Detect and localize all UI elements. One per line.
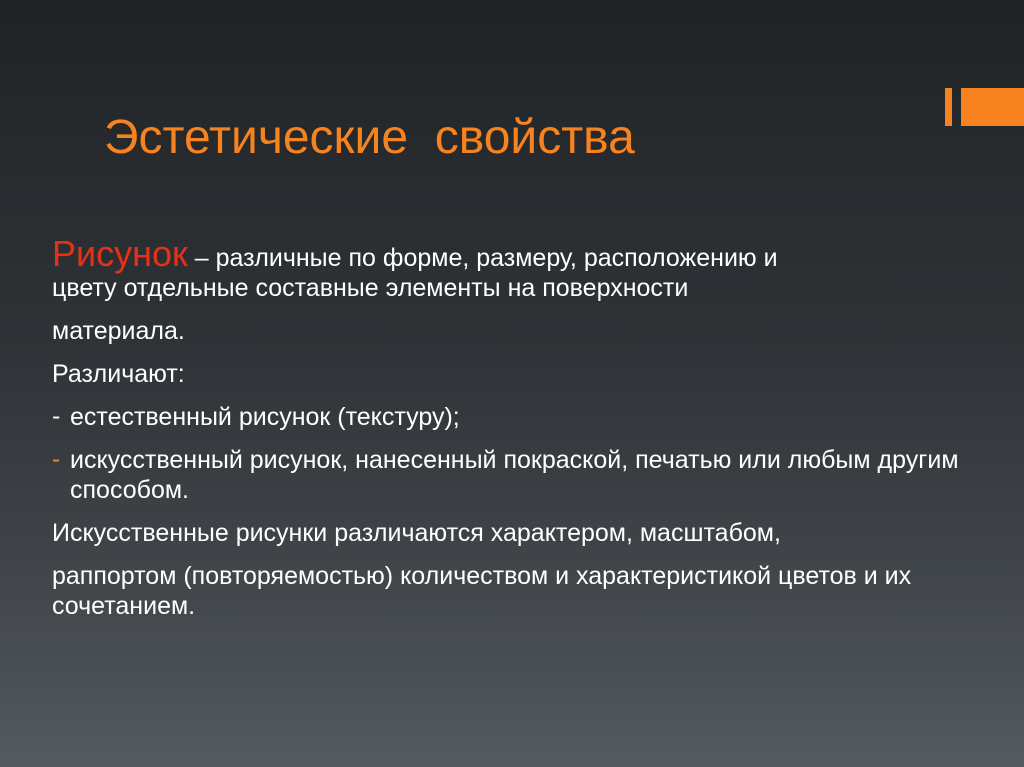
definition-line-3: материала. — [52, 317, 185, 345]
bullet-text: искусственный рисунок, нанесенный покраской, печатью или любым другим способом. — [70, 446, 959, 504]
bullet-dash: - — [52, 402, 61, 430]
accent-bar-thin — [945, 88, 952, 126]
summary-line-1: Искусственные рисунки различаются характером, масштабом, — [52, 519, 781, 547]
term-highlight: Рисунок — [52, 233, 188, 274]
definition-paragraph — [52, 233, 982, 303]
slide-content — [52, 233, 982, 621]
distinguish-label: Различают: — [52, 360, 185, 388]
accent-bar-block — [961, 88, 1024, 126]
definition-line-2: цвету отдельные составные элементы на поверхности — [52, 274, 689, 302]
bullet-item-natural — [52, 402, 982, 432]
bullet-text: естественный рисунок (текстуру); — [70, 403, 460, 431]
bullet-dash: - — [52, 445, 61, 473]
definition-line-1: – различные по форме, размеру, расположению и — [187, 244, 778, 272]
slide-title: Эстетические свойства — [104, 111, 635, 164]
summary-line-2: раппортом (повторяемостью) количеством и характеристикой цветов и их сочетанием. — [52, 562, 912, 620]
bullet-item-artificial — [52, 445, 982, 505]
